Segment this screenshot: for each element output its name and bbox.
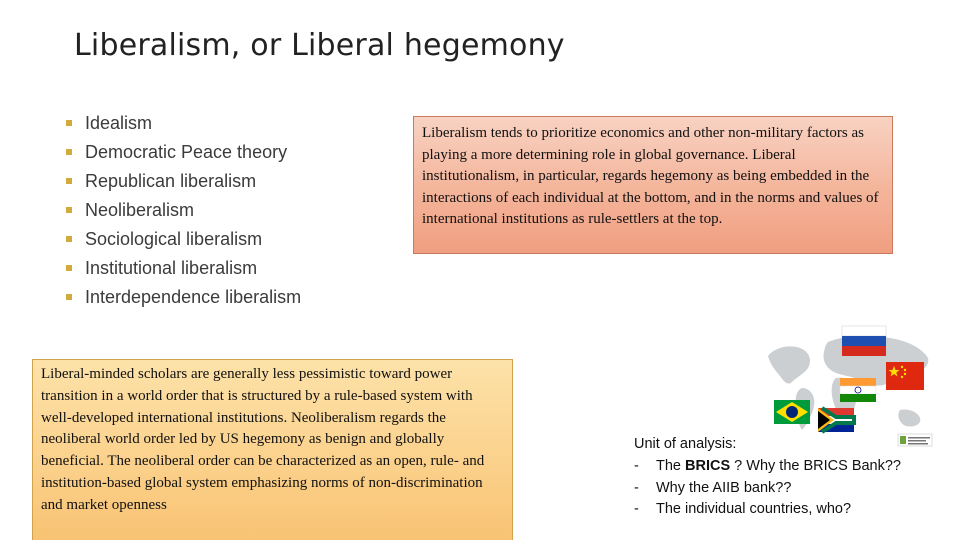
- list-item-label: Institutional liberalism: [85, 258, 258, 278]
- list-item-label: Neoliberalism: [85, 200, 195, 220]
- list-item-label: Republican liberalism: [85, 171, 257, 191]
- theory-list: [64, 112, 301, 315]
- brics-flags-map-icon: [762, 318, 934, 448]
- list-item-label: Democratic Peace theory: [85, 142, 288, 162]
- list-item: [64, 199, 301, 228]
- bullet-square-icon: [66, 178, 72, 184]
- bullet-square-icon: [66, 294, 72, 300]
- list-item-label: Idealism: [85, 113, 153, 133]
- list-item: [64, 141, 301, 170]
- list-item: [64, 170, 301, 199]
- list-item: [64, 112, 301, 141]
- bullet-square-icon: [66, 207, 72, 213]
- unit-heading: Unit of analysis:: [634, 436, 737, 452]
- unit-item: - Why the AIIB bank??: [634, 479, 792, 496]
- list-item-label: Sociological liberalism: [85, 229, 263, 249]
- bullet-square-icon: [66, 236, 72, 242]
- liberalism-summary-box: Liberalism tends to prioritize economics and other non-military factors as playing a more determining role in global governance. Liberal institutionalism, in particular, regards hegemony as being embedded in the interactions of each individual at the bottom, and in the norms and values of international institutions as rule-settlers at the top.: [413, 116, 893, 254]
- bullet-square-icon: [66, 120, 72, 126]
- bullet-square-icon: [66, 149, 72, 155]
- list-item: [64, 228, 301, 257]
- unit-item: - The individual countries, who?: [634, 501, 852, 518]
- bullet-square-icon: [66, 265, 72, 271]
- unit-item: - The BRICS ? Why the BRICS Bank??: [634, 457, 901, 474]
- page-title: Liberalism, or Liberal hegemony: [74, 28, 565, 63]
- unit-of-analysis: [634, 434, 901, 521]
- list-item: [64, 286, 301, 315]
- list-item-label: Interdependence liberalism: [85, 287, 302, 307]
- liberal-scholars-box: Liberal-minded scholars are generally less pessimistic toward power transition in a world order that is structured by a rule-based system with well-developed international institutions. Neoliberalism regards the neoliberal world order led by US hegemony as benign and globally beneficial. The neoliberal order can be characterized as an open, rule- and institution-based global system emphasizing norms of non-discrimination and market openness: [32, 359, 513, 540]
- list-item: [64, 257, 301, 286]
